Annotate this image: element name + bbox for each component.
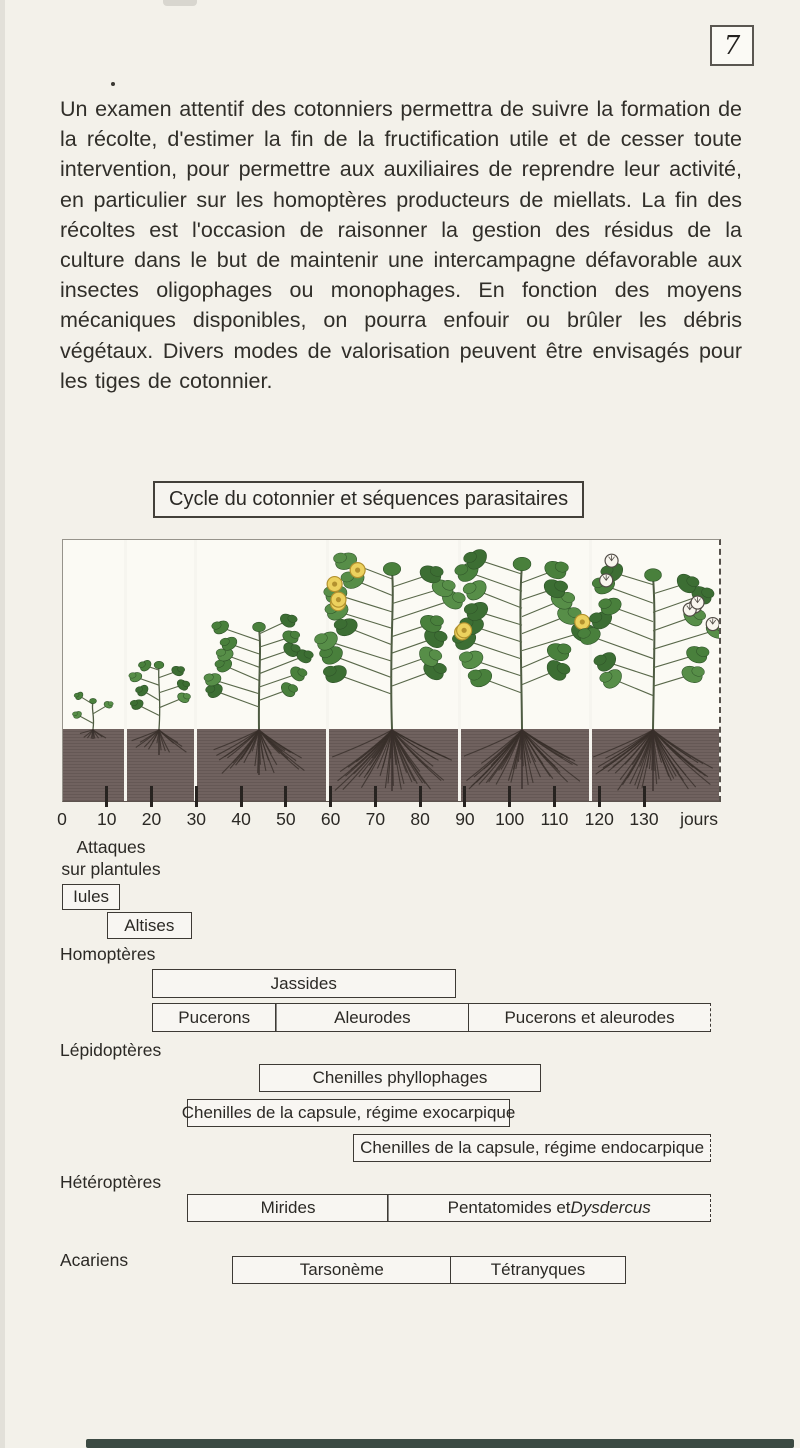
gantt-bar-pentatomides: [387, 1194, 711, 1222]
gantt-bar-chenilles-phyllophages: [259, 1064, 541, 1092]
attacks-label-line: Attaques: [76, 837, 146, 857]
attacks-on-seedlings-label: [52, 836, 170, 880]
figure-title-box: [153, 481, 584, 518]
axis-tick: [508, 786, 511, 807]
axis-tick-label: 110: [540, 809, 569, 829]
axis-tick-label: 120: [584, 809, 614, 829]
gantt-bar-label: Altises: [124, 915, 175, 935]
axis-unit-label: jours: [680, 809, 718, 829]
attacks-label-line: sur plantules: [61, 859, 161, 879]
gantt-bar-jassides: [152, 969, 456, 998]
axis-tick: [105, 786, 108, 807]
gantt-bar-label: Chenilles de la capsule, régime endocarpique: [360, 1138, 705, 1157]
gantt-bar-label: Pentatomides et: [447, 1198, 571, 1217]
axis-tick-label: 80: [410, 809, 430, 829]
gantt-bar-iules: [62, 884, 120, 910]
axis-tick-label: 50: [276, 809, 296, 829]
gantt-bar-aleurodes: [275, 1003, 469, 1032]
gantt-bar-label: Tétranyques: [490, 1260, 586, 1279]
gantt-bar-altises: [107, 912, 192, 939]
gantt-bar-label: Aleurodes: [334, 1007, 411, 1027]
cotton-plants-illustration: [63, 540, 719, 801]
axis-tick: [374, 786, 377, 807]
axis-tick: [643, 786, 646, 807]
scan-edge-artifact: [0, 0, 5, 1448]
gantt-bar-label-italic: Dysdercus: [570, 1198, 651, 1217]
body-paragraph: Un examen attentif des cotonniers permettra de suivre la formation de la récolte, d'estimer la fin de la fructification utile et de cesser toute intervention, pour permettre aux auxiliaires de reprendre leur activité, en particulier sur les homoptères producteurs de miellats. La fin des récoltes est l'occasion de raisonner la gestion des résidus de la culture dans le but de maintenir une intercampagne défavorable aux insectes oligophages ou monophages. En fonction des moyens mécaniques disponibles, on pourra enfouir ou brûler les débris végétaux. Divers modes de valorisation peuvent être envisagés pour les tiges de cotonnier.: [60, 97, 742, 393]
axis-tick: [419, 786, 422, 807]
axis-tick: [150, 786, 153, 807]
scan-smudge-artifact: [163, 0, 197, 6]
axis-tick: [598, 786, 601, 807]
gantt-bar-label: Pucerons: [178, 1007, 251, 1027]
gantt-bar-tarsoneme: [232, 1256, 451, 1284]
page-number: 7: [723, 30, 741, 61]
gantt-section-label-heteropteres: Hétéroptères: [60, 1172, 162, 1192]
axis-tick-label: 60: [320, 809, 341, 829]
gantt-bar-label: Tarsonème: [299, 1260, 384, 1279]
axis-tick: [284, 786, 287, 807]
gantt-bar-label: Pucerons et aleurodes: [504, 1007, 675, 1027]
cotton-plant-stage-5: [451, 546, 596, 789]
gantt-bar-pucerons-et-aleurodes: [468, 1003, 711, 1032]
axis-tick-label: 40: [231, 809, 251, 829]
axis-tick-label: 0: [57, 809, 67, 829]
gantt-bar-label: Jassides: [270, 973, 337, 993]
cotton-plant-stage-3: [203, 611, 314, 775]
axis-tick: [240, 786, 243, 807]
gantt-bar-tetranyques: [450, 1256, 626, 1284]
cotton-plant-stage-1: [72, 691, 114, 739]
cotton-plant-stage-4: [313, 550, 467, 791]
gantt-bar-label: Mirides: [260, 1198, 316, 1217]
gantt-bar-mirides: [187, 1194, 388, 1222]
gantt-section-label-lepidopteres: Lépidoptères: [60, 1040, 162, 1060]
gantt-bar-label: Chenilles de la capsule, régime exocarpique: [181, 1103, 516, 1122]
cotton-plant-stage-2: [128, 658, 191, 755]
figure-title: Cycle du cotonnier et séquences parasitaires: [169, 488, 569, 510]
axis-tick-label: 90: [455, 809, 475, 829]
scan-bottom-bar-artifact: [86, 1439, 794, 1448]
gantt-bar-pucerons: [152, 1003, 277, 1032]
axis-tick: [463, 786, 466, 807]
gantt-bar-label: Chenilles phyllophages: [312, 1068, 488, 1087]
gantt-bar-chenilles-exocarpique: [181, 1099, 516, 1127]
axis-tick-label: 20: [141, 809, 162, 829]
gantt-bar-label: Iules: [73, 887, 110, 906]
print-dot-artifact: [111, 82, 115, 86]
axis-tick-label: 130: [629, 809, 659, 829]
axis-tick: [553, 786, 556, 807]
gantt-section-label-acariens: Acariens: [60, 1250, 129, 1270]
gantt-bar-chenilles-endocarpique: [353, 1134, 711, 1162]
axis-tick: [195, 786, 198, 807]
gantt-section-label-homopteres: Homoptères: [60, 944, 156, 964]
cotton-cycle-figure: [62, 539, 721, 802]
axis-tick-label: 10: [97, 809, 117, 829]
cotton-plant-stage-6: [577, 554, 719, 791]
page-number-box: [710, 25, 754, 66]
axis-tick-label: 70: [365, 809, 386, 829]
axis-tick: [329, 786, 332, 807]
axis-tick-label: 100: [495, 809, 525, 829]
axis-tick-label: 30: [186, 809, 207, 829]
